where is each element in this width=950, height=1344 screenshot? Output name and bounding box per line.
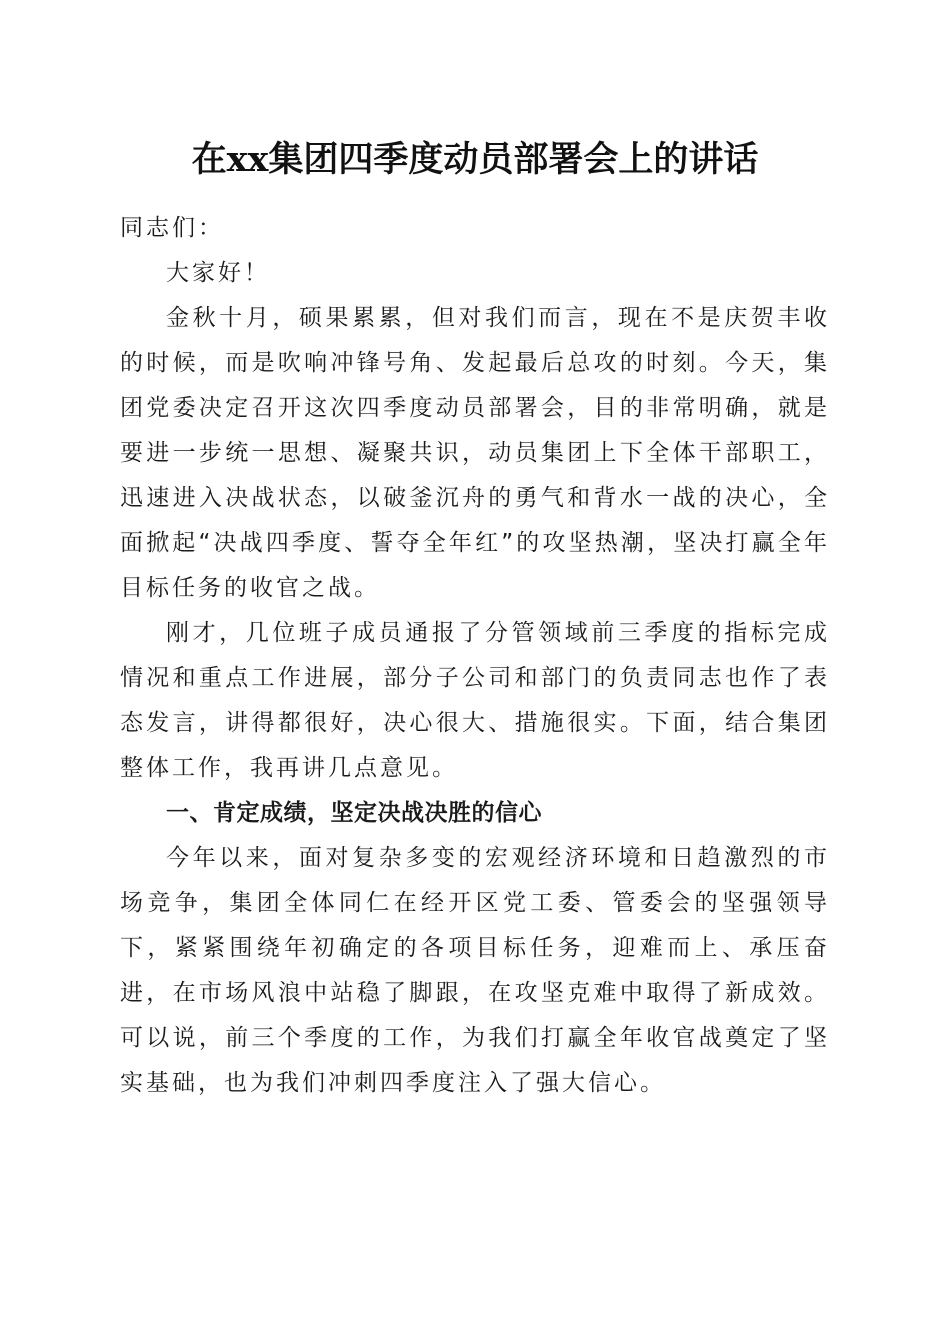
- document-title: 在xx集团四季度动员部署会上的讲话: [191, 139, 759, 180]
- salutation: 同志们：: [120, 215, 224, 241]
- paragraph-2: 刚才，几位班子成员通报了分管领域前三季度的指标完成情况和重点工作进展，部分子公司和部门的负责同志也作了表态发言，讲得都很好，决心很大、措施很实。下面，结合集团整体工作，我再讲几点意见。: [120, 620, 830, 781]
- document-body: [120, 206, 830, 1106]
- section-paragraph-1: 今年以来，面对复杂多变的宏观经济环境和日趋激烈的市场竞争，集团全体同仁在经开区党工委、管委会的坚强领导下，紧紧围绕年初确定的各项目标任务，迎难而上、承压奋进，在市场风浪中站稳了脚跟，在攻坚克难中取得了新成效。可以说，前三个季度的工作，为我们打赢全年收官战奠定了坚实基础，也为我们冲刺四季度注入了强大信心。: [120, 845, 830, 1096]
- greeting: 大家好！: [166, 260, 270, 286]
- section-heading: 一、肯定成绩，坚定决战决胜的信心: [166, 800, 542, 826]
- paragraph-1: 金秋十月，硕果累累，但对我们而言，现在不是庆贺丰收的时候，而是吹响冲锋号角、发起最后总攻的时刻。今天，集团党委决定召开这次四季度动员部署会，目的非常明确，就是要进一步统一思想、凝聚共识，动员集团上下全体干部职工，迅速进入决战状态，以破釜沉舟的勇气和背水一战的决心，全面掀起“决战四季度、誓夺全年红”的攻坚热潮，坚决打赢全年目标任务的收官之战。: [120, 305, 830, 601]
